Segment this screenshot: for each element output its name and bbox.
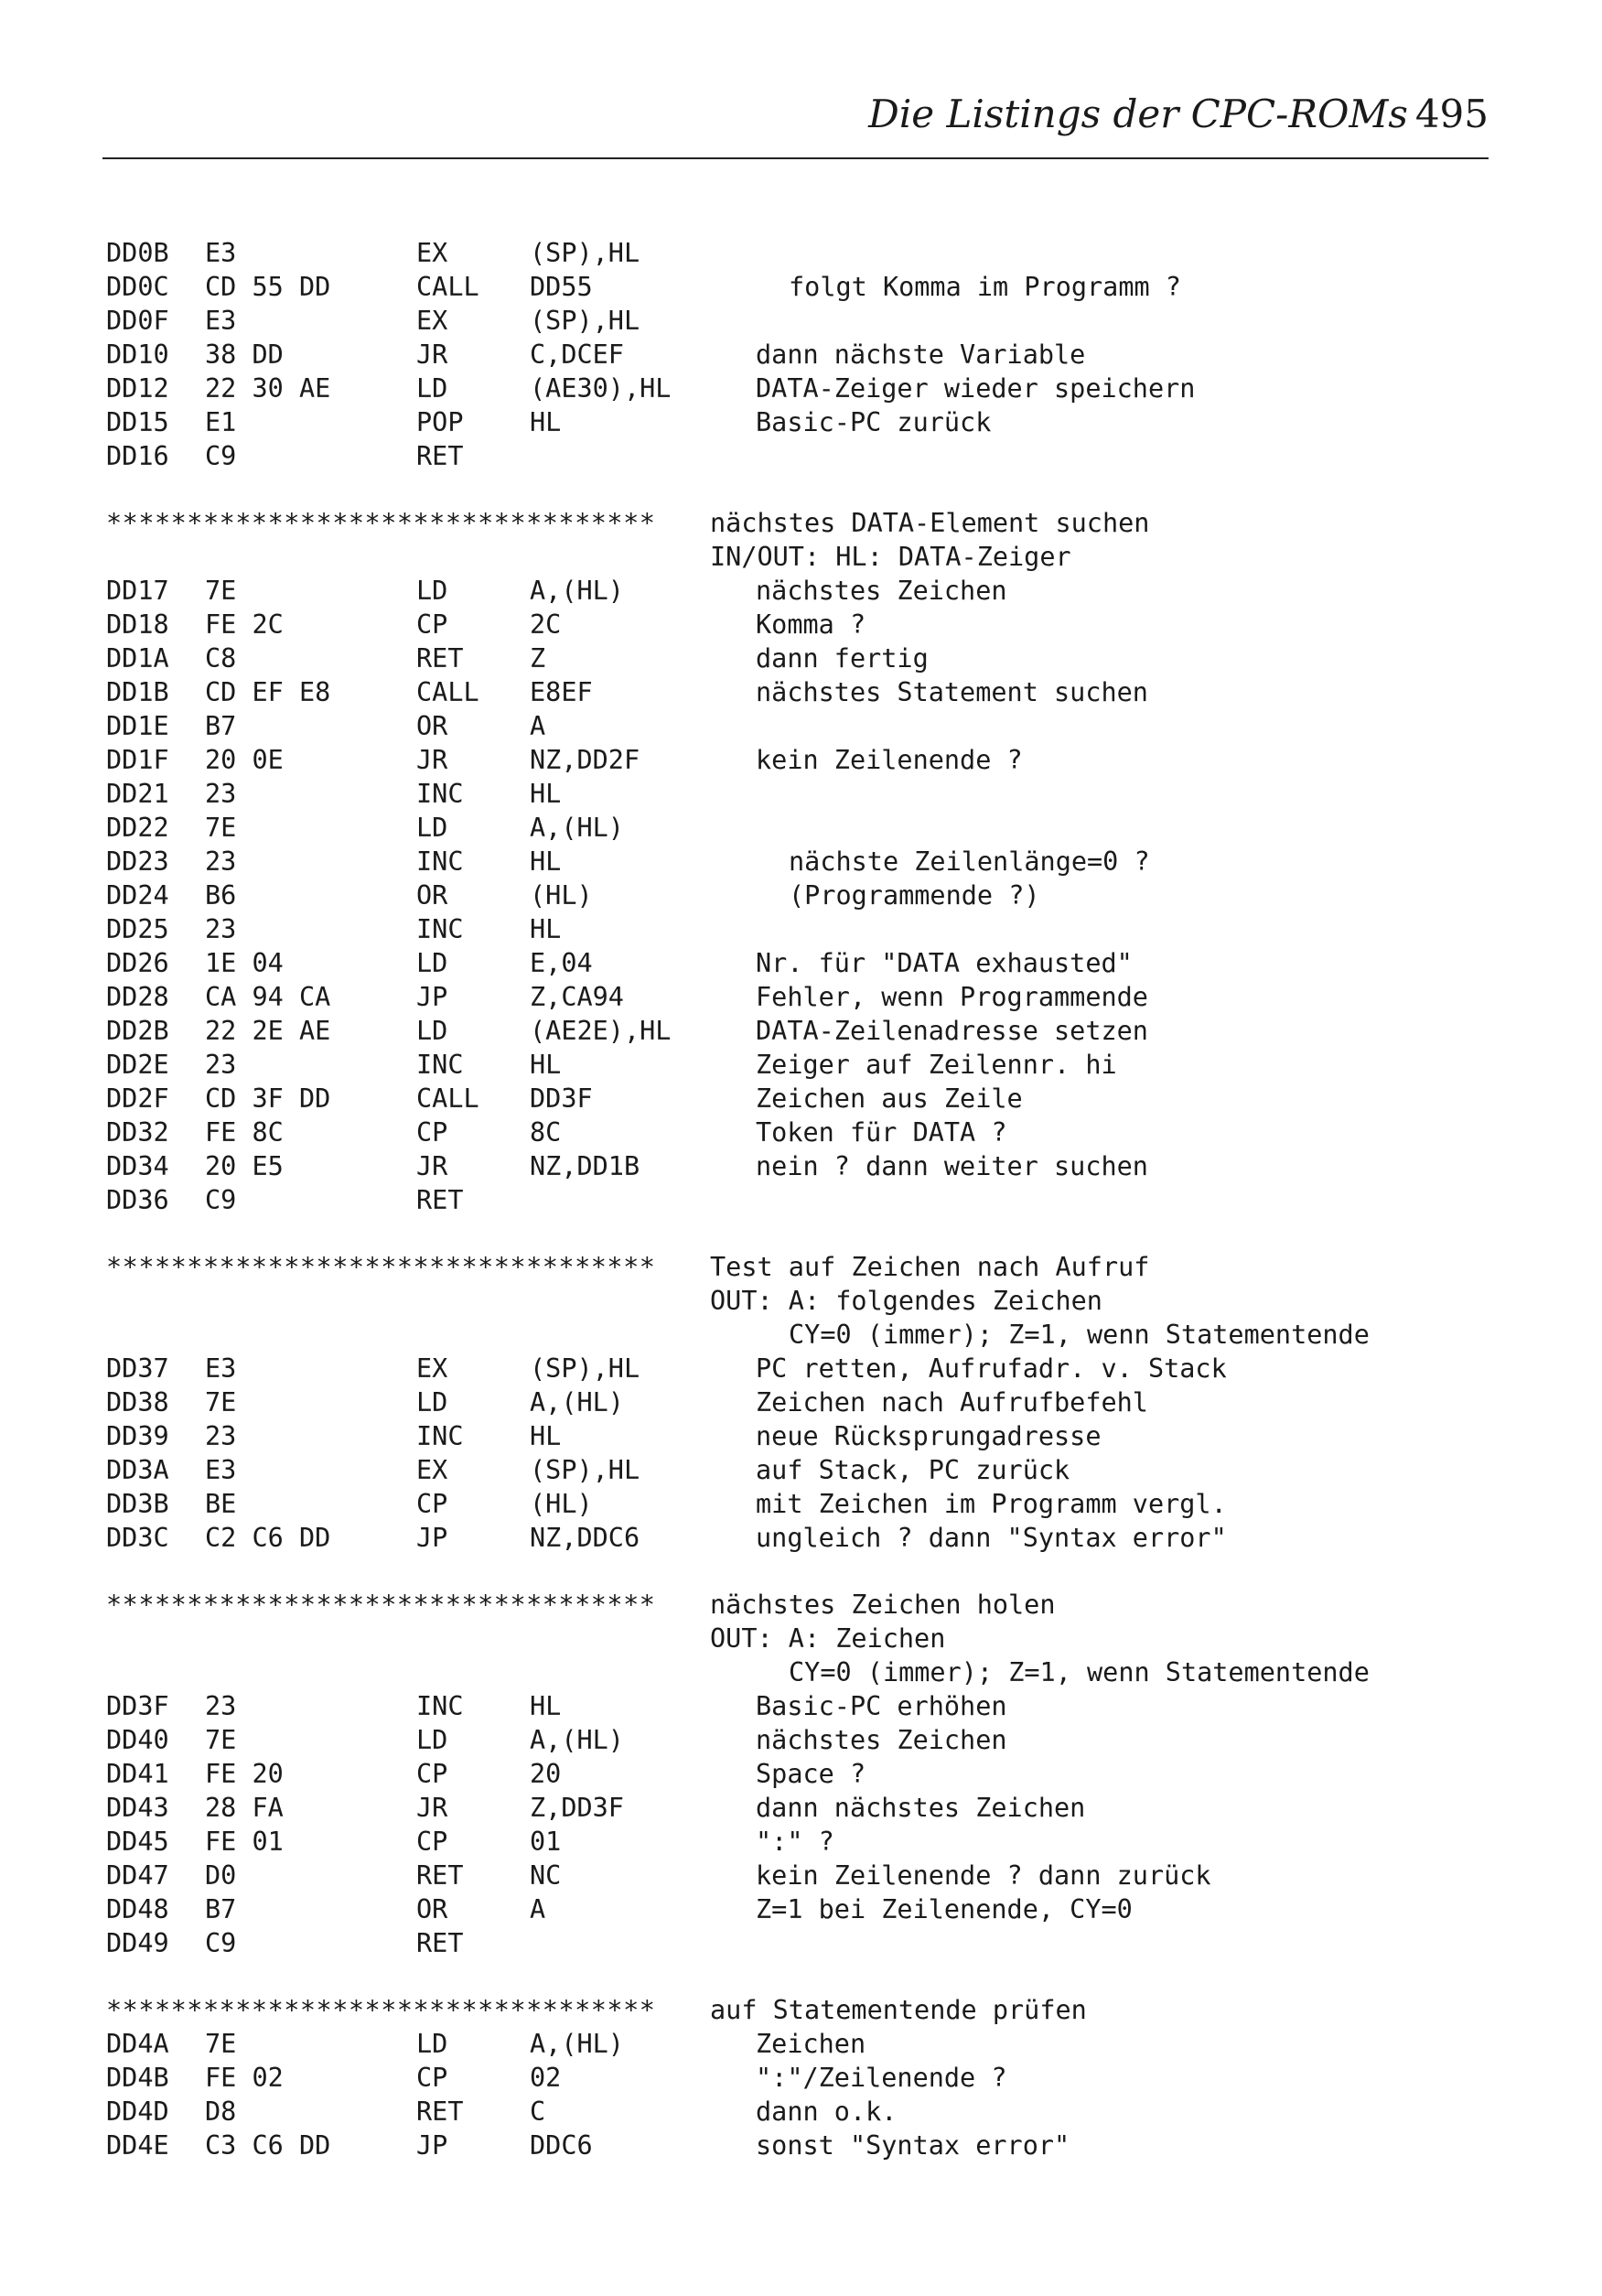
page-number: 495 xyxy=(1414,92,1489,136)
opcode-bytes: CD 55 DD xyxy=(205,272,331,302)
mnemonic: CP xyxy=(416,1489,448,1519)
code-line xyxy=(106,980,1497,1014)
address: DD4E xyxy=(106,2130,169,2161)
section-header-line xyxy=(106,506,1497,540)
opcode-bytes: C9 xyxy=(205,441,237,471)
address: DD36 xyxy=(106,1185,169,1215)
address: DD45 xyxy=(106,1827,169,1857)
code-line xyxy=(106,675,1497,709)
mnemonic: OR xyxy=(416,711,448,741)
address: DD3B xyxy=(106,1489,169,1519)
operand: HL xyxy=(530,914,562,944)
address: DD43 xyxy=(106,1793,169,1823)
code-line xyxy=(106,1149,1497,1183)
mnemonic: LD xyxy=(416,1725,448,1755)
address: DD16 xyxy=(106,441,169,471)
opcode-bytes: 38 DD xyxy=(205,340,284,370)
opcode-bytes: D0 xyxy=(205,1860,237,1891)
comment: Nr. für "DATA exhausted" xyxy=(756,948,1133,978)
opcode-bytes: BE xyxy=(205,1489,237,1519)
separator-stars: ********************************** xyxy=(106,508,656,538)
operand: (SP),HL xyxy=(530,1353,640,1384)
mnemonic: EX xyxy=(416,1353,448,1384)
code-line xyxy=(106,338,1497,372)
code-line xyxy=(106,709,1497,743)
code-line xyxy=(106,1014,1497,1048)
address: DD49 xyxy=(106,1928,169,1958)
comment: auf Stack, PC zurück xyxy=(756,1455,1070,1485)
comment: Fehler, wenn Programmende xyxy=(756,982,1148,1012)
code-line xyxy=(106,1689,1497,1723)
operand: HL xyxy=(530,1421,562,1451)
code-line xyxy=(106,2027,1497,2061)
comment: kein Zeilenende ? xyxy=(756,745,1023,775)
opcode-bytes: CD 3F DD xyxy=(205,1083,331,1114)
comment: dann nächstes Zeichen xyxy=(756,1793,1086,1823)
listing-section xyxy=(106,1588,1497,1960)
mnemonic: JR xyxy=(416,1793,448,1823)
comment: (Programmende ?) xyxy=(789,880,1040,911)
code-line xyxy=(106,1082,1497,1116)
section-header-line xyxy=(106,540,1497,574)
section-header-line xyxy=(106,1284,1497,1318)
code-line xyxy=(106,1892,1497,1926)
code-line xyxy=(106,1825,1497,1859)
opcode-bytes: FE 20 xyxy=(205,1759,284,1789)
mnemonic: CP xyxy=(416,1827,448,1857)
separator-stars: ********************************** xyxy=(106,1590,656,1620)
code-line xyxy=(106,777,1497,811)
opcode-bytes: 23 xyxy=(205,914,237,944)
opcode-bytes: 22 2E AE xyxy=(205,1016,331,1046)
assembly-listing xyxy=(106,236,1497,2195)
comment: Zeichen aus Zeile xyxy=(756,1083,1023,1114)
comment: Basic-PC erhöhen xyxy=(756,1691,1007,1721)
opcode-bytes: 20 E5 xyxy=(205,1151,284,1181)
address: DD4D xyxy=(106,2097,169,2127)
operand: A,(HL) xyxy=(530,813,624,843)
code-line xyxy=(106,1521,1497,1555)
opcode-bytes: E3 xyxy=(205,1455,237,1485)
opcode-bytes: E3 xyxy=(205,238,237,268)
address: DD41 xyxy=(106,1759,169,1789)
comment: ":" ? xyxy=(756,1827,834,1857)
comment: dann o.k. xyxy=(756,2097,898,2127)
opcode-bytes: C9 xyxy=(205,1185,237,1215)
comment: folgt Komma im Programm ? xyxy=(789,272,1181,302)
opcode-bytes: D8 xyxy=(205,2097,237,2127)
mnemonic: LD xyxy=(416,576,448,606)
address: DD18 xyxy=(106,609,169,640)
address: DD0C xyxy=(106,272,169,302)
mnemonic: RET xyxy=(416,2097,464,2127)
operand: (AE2E),HL xyxy=(530,1016,672,1046)
address: DD4A xyxy=(106,2029,169,2059)
code-line xyxy=(106,641,1497,675)
mnemonic: POP xyxy=(416,407,464,437)
code-line xyxy=(106,2129,1497,2162)
comment: Space ? xyxy=(756,1759,866,1789)
code-line xyxy=(106,574,1497,608)
mnemonic: RET xyxy=(416,1185,464,1215)
opcode-bytes: C9 xyxy=(205,1928,237,1958)
mnemonic: CP xyxy=(416,2063,448,2093)
code-line xyxy=(106,439,1497,473)
comment: ":"/Zeilenende ? xyxy=(756,2063,1007,2093)
address: DD1A xyxy=(106,643,169,674)
operand: HL xyxy=(530,1691,562,1721)
operand: A,(HL) xyxy=(530,576,624,606)
page-header xyxy=(0,0,1602,146)
address: DD15 xyxy=(106,407,169,437)
comment: DATA-Zeiger wieder speichern xyxy=(756,373,1196,404)
mnemonic: INC xyxy=(416,1050,464,1080)
mnemonic: INC xyxy=(416,779,464,809)
opcode-bytes: 7E xyxy=(205,1725,237,1755)
listing-section xyxy=(106,1993,1497,2162)
address: DD3C xyxy=(106,1523,169,1553)
comment: nächstes Zeichen xyxy=(756,576,1007,606)
opcode-bytes: 7E xyxy=(205,2029,237,2059)
mnemonic: RET xyxy=(416,441,464,471)
code-line xyxy=(106,1859,1497,1892)
operand: A,(HL) xyxy=(530,1387,624,1417)
opcode-bytes: E3 xyxy=(205,306,237,336)
comment: DATA-Zeilenadresse setzen xyxy=(756,1016,1148,1046)
address: DD26 xyxy=(106,948,169,978)
mnemonic: LD xyxy=(416,2029,448,2059)
opcode-bytes: CD EF E8 xyxy=(205,677,331,707)
mnemonic: OR xyxy=(416,880,448,911)
opcode-bytes: 23 xyxy=(205,846,237,877)
comment: Zeiger auf Zeilennr. hi xyxy=(756,1050,1117,1080)
operand: NC xyxy=(530,1860,562,1891)
opcode-bytes: B6 xyxy=(205,880,237,911)
operand: 8C xyxy=(530,1117,562,1148)
mnemonic: INC xyxy=(416,1421,464,1451)
comment: Zeichen xyxy=(756,2029,866,2059)
code-line xyxy=(106,1791,1497,1825)
section-header-line xyxy=(106,1993,1497,2027)
code-line xyxy=(106,1048,1497,1082)
opcode-bytes: FE 8C xyxy=(205,1117,284,1148)
code-line xyxy=(106,1757,1497,1791)
section-header-line xyxy=(106,1588,1497,1622)
address: DD21 xyxy=(106,779,169,809)
mnemonic: JR xyxy=(416,340,448,370)
opcode-bytes: 22 30 AE xyxy=(205,373,331,404)
mnemonic: LD xyxy=(416,1387,448,1417)
code-line xyxy=(106,2061,1497,2095)
opcode-bytes: 28 FA xyxy=(205,1793,284,1823)
code-line xyxy=(106,1116,1497,1149)
opcode-bytes: C8 xyxy=(205,643,237,674)
mnemonic: JP xyxy=(416,2130,448,2161)
address: DD4B xyxy=(106,2063,169,2093)
code-line xyxy=(106,1352,1497,1385)
address: DD3F xyxy=(106,1691,169,1721)
opcode-bytes: FE 01 xyxy=(205,1827,284,1857)
code-line xyxy=(106,1453,1497,1487)
address: DD32 xyxy=(106,1117,169,1148)
address: DD23 xyxy=(106,846,169,877)
comment: nächstes Statement suchen xyxy=(756,677,1148,707)
running-title: Die Listings der CPC-ROMs xyxy=(868,92,1408,136)
section-description: nächstes Zeichen holen xyxy=(710,1590,1056,1620)
address: DD24 xyxy=(106,880,169,911)
code-line xyxy=(106,405,1497,439)
section-header-line xyxy=(106,1318,1497,1352)
mnemonic: CP xyxy=(416,609,448,640)
operand: (SP),HL xyxy=(530,1455,640,1485)
code-line xyxy=(106,912,1497,946)
code-line xyxy=(106,2095,1497,2129)
section-description: CY=0 (immer); Z=1, wenn Statementende xyxy=(789,1657,1370,1687)
mnemonic: INC xyxy=(416,846,464,877)
header-rule xyxy=(102,157,1489,159)
mnemonic: INC xyxy=(416,1691,464,1721)
comment: neue Rücksprungadresse xyxy=(756,1421,1102,1451)
code-line xyxy=(106,1419,1497,1453)
opcode-bytes: 23 xyxy=(205,1421,237,1451)
operand: DD55 xyxy=(530,272,593,302)
opcode-bytes: B7 xyxy=(205,711,237,741)
comment: nächste Zeilenlänge=0 ? xyxy=(789,846,1150,877)
operand: (SP),HL xyxy=(530,306,640,336)
comment: Z=1 bei Zeilenende, CY=0 xyxy=(756,1894,1133,1924)
operand: NZ,DD2F xyxy=(530,745,640,775)
comment: Komma ? xyxy=(756,609,866,640)
address: DD2F xyxy=(106,1083,169,1114)
mnemonic: LD xyxy=(416,813,448,843)
opcode-bytes: FE 2C xyxy=(205,609,284,640)
section-description: IN/OUT: HL: DATA-Zeiger xyxy=(710,542,1071,572)
operand: E8EF xyxy=(530,677,593,707)
address: DD10 xyxy=(106,340,169,370)
address: DD1E xyxy=(106,711,169,741)
operand: A,(HL) xyxy=(530,2029,624,2059)
address: DD34 xyxy=(106,1151,169,1181)
address: DD1F xyxy=(106,745,169,775)
mnemonic: EX xyxy=(416,1455,448,1485)
operand: C xyxy=(530,2097,546,2127)
comment: Basic-PC zurück xyxy=(756,407,992,437)
mnemonic: CP xyxy=(416,1117,448,1148)
section-description: Test auf Zeichen nach Aufruf xyxy=(710,1252,1150,1282)
section-description: OUT: A: Zeichen xyxy=(710,1623,946,1654)
comment: Token für DATA ? xyxy=(756,1117,1007,1148)
address: DD40 xyxy=(106,1725,169,1755)
operand: HL xyxy=(530,407,562,437)
address: DD0F xyxy=(106,306,169,336)
opcode-bytes: 23 xyxy=(205,1050,237,1080)
operand: (SP),HL xyxy=(530,238,640,268)
opcode-bytes: C2 C6 DD xyxy=(205,1523,331,1553)
operand: 02 xyxy=(530,2063,562,2093)
operand: Z xyxy=(530,643,546,674)
opcode-bytes: 7E xyxy=(205,576,237,606)
mnemonic: RET xyxy=(416,1928,464,1958)
comment: Zeichen nach Aufrufbefehl xyxy=(756,1387,1148,1417)
listing-section xyxy=(106,1250,1497,1555)
opcode-bytes: 23 xyxy=(205,779,237,809)
mnemonic: LD xyxy=(416,948,448,978)
separator-stars: ********************************** xyxy=(106,1252,656,1282)
comment: sonst "Syntax error" xyxy=(756,2130,1070,2161)
operand: Z,CA94 xyxy=(530,982,624,1012)
code-line xyxy=(106,1723,1497,1757)
code-line xyxy=(106,304,1497,338)
operand: NZ,DD1B xyxy=(530,1151,640,1181)
section-description: auf Statementende prüfen xyxy=(710,1995,1087,2025)
code-line xyxy=(106,946,1497,980)
mnemonic: EX xyxy=(416,238,448,268)
code-line xyxy=(106,1487,1497,1521)
code-line xyxy=(106,270,1497,304)
operand: (HL) xyxy=(530,1489,593,1519)
code-line xyxy=(106,1926,1497,1960)
operand: NZ,DDC6 xyxy=(530,1523,640,1553)
address: DD39 xyxy=(106,1421,169,1451)
listing-section xyxy=(106,506,1497,1217)
code-line xyxy=(106,811,1497,845)
comment: dann fertig xyxy=(756,643,929,674)
separator-stars: ********************************** xyxy=(106,1995,656,2025)
section-header-line xyxy=(106,1250,1497,1284)
mnemonic: LD xyxy=(416,1016,448,1046)
section-description: CY=0 (immer); Z=1, wenn Statementende xyxy=(789,1320,1370,1350)
opcode-bytes: 20 0E xyxy=(205,745,284,775)
mnemonic: CP xyxy=(416,1759,448,1789)
code-line xyxy=(106,845,1497,879)
address: DD17 xyxy=(106,576,169,606)
operand: C,DCEF xyxy=(530,340,624,370)
section-description: OUT: A: folgendes Zeichen xyxy=(710,1286,1102,1316)
operand: Z,DD3F xyxy=(530,1793,624,1823)
operand: DDC6 xyxy=(530,2130,593,2161)
opcode-bytes: 1E 04 xyxy=(205,948,284,978)
operand: HL xyxy=(530,1050,562,1080)
address: DD2E xyxy=(106,1050,169,1080)
comment: PC retten, Aufrufadr. v. Stack xyxy=(756,1353,1227,1384)
comment: kein Zeilenende ? dann zurück xyxy=(756,1860,1211,1891)
address: DD0B xyxy=(106,238,169,268)
code-line xyxy=(106,743,1497,777)
mnemonic: RET xyxy=(416,1860,464,1891)
mnemonic: JP xyxy=(416,1523,448,1553)
address: DD28 xyxy=(106,982,169,1012)
address: DD1B xyxy=(106,677,169,707)
operand: A,(HL) xyxy=(530,1725,624,1755)
mnemonic: JR xyxy=(416,1151,448,1181)
listing-section xyxy=(106,236,1497,473)
opcode-bytes: 7E xyxy=(205,1387,237,1417)
code-line xyxy=(106,608,1497,641)
operand: E,04 xyxy=(530,948,593,978)
address: DD3A xyxy=(106,1455,169,1485)
operand: 2C xyxy=(530,609,562,640)
address: DD22 xyxy=(106,813,169,843)
operand: 01 xyxy=(530,1827,562,1857)
mnemonic: JR xyxy=(416,745,448,775)
comment: mit Zeichen im Programm vergl. xyxy=(756,1489,1227,1519)
mnemonic: CALL xyxy=(416,1083,479,1114)
section-header-line xyxy=(106,1622,1497,1655)
code-line xyxy=(106,1183,1497,1217)
code-line xyxy=(106,372,1497,405)
address: DD37 xyxy=(106,1353,169,1384)
comment: ungleich ? dann "Syntax error" xyxy=(756,1523,1227,1553)
mnemonic: OR xyxy=(416,1894,448,1924)
address: DD38 xyxy=(106,1387,169,1417)
operand: A xyxy=(530,1894,546,1924)
comment: nein ? dann weiter suchen xyxy=(756,1151,1148,1181)
opcode-bytes: CA 94 CA xyxy=(205,982,331,1012)
mnemonic: LD xyxy=(416,373,448,404)
operand: (AE30),HL xyxy=(530,373,672,404)
code-line xyxy=(106,236,1497,270)
operand: HL xyxy=(530,846,562,877)
address: DD25 xyxy=(106,914,169,944)
code-line xyxy=(106,1385,1497,1419)
mnemonic: JP xyxy=(416,982,448,1012)
comment: dann nächste Variable xyxy=(756,340,1086,370)
operand: 20 xyxy=(530,1759,562,1789)
opcode-bytes: 7E xyxy=(205,813,237,843)
operand: (HL) xyxy=(530,880,593,911)
mnemonic: CALL xyxy=(416,677,479,707)
opcode-bytes: 23 xyxy=(205,1691,237,1721)
opcode-bytes: C3 C6 DD xyxy=(205,2130,331,2161)
mnemonic: EX xyxy=(416,306,448,336)
section-description: nächstes DATA-Element suchen xyxy=(710,508,1150,538)
operand: DD3F xyxy=(530,1083,593,1114)
address: DD12 xyxy=(106,373,169,404)
opcode-bytes: E1 xyxy=(205,407,237,437)
opcode-bytes: FE 02 xyxy=(205,2063,284,2093)
opcode-bytes: E3 xyxy=(205,1353,237,1384)
section-header-line xyxy=(106,1655,1497,1689)
code-line xyxy=(106,879,1497,912)
address: DD47 xyxy=(106,1860,169,1891)
comment: nächstes Zeichen xyxy=(756,1725,1007,1755)
mnemonic: RET xyxy=(416,643,464,674)
address: DD48 xyxy=(106,1894,169,1924)
operand: A xyxy=(530,711,546,741)
mnemonic: CALL xyxy=(416,272,479,302)
mnemonic: INC xyxy=(416,914,464,944)
address: DD2B xyxy=(106,1016,169,1046)
operand: HL xyxy=(530,779,562,809)
opcode-bytes: B7 xyxy=(205,1894,237,1924)
